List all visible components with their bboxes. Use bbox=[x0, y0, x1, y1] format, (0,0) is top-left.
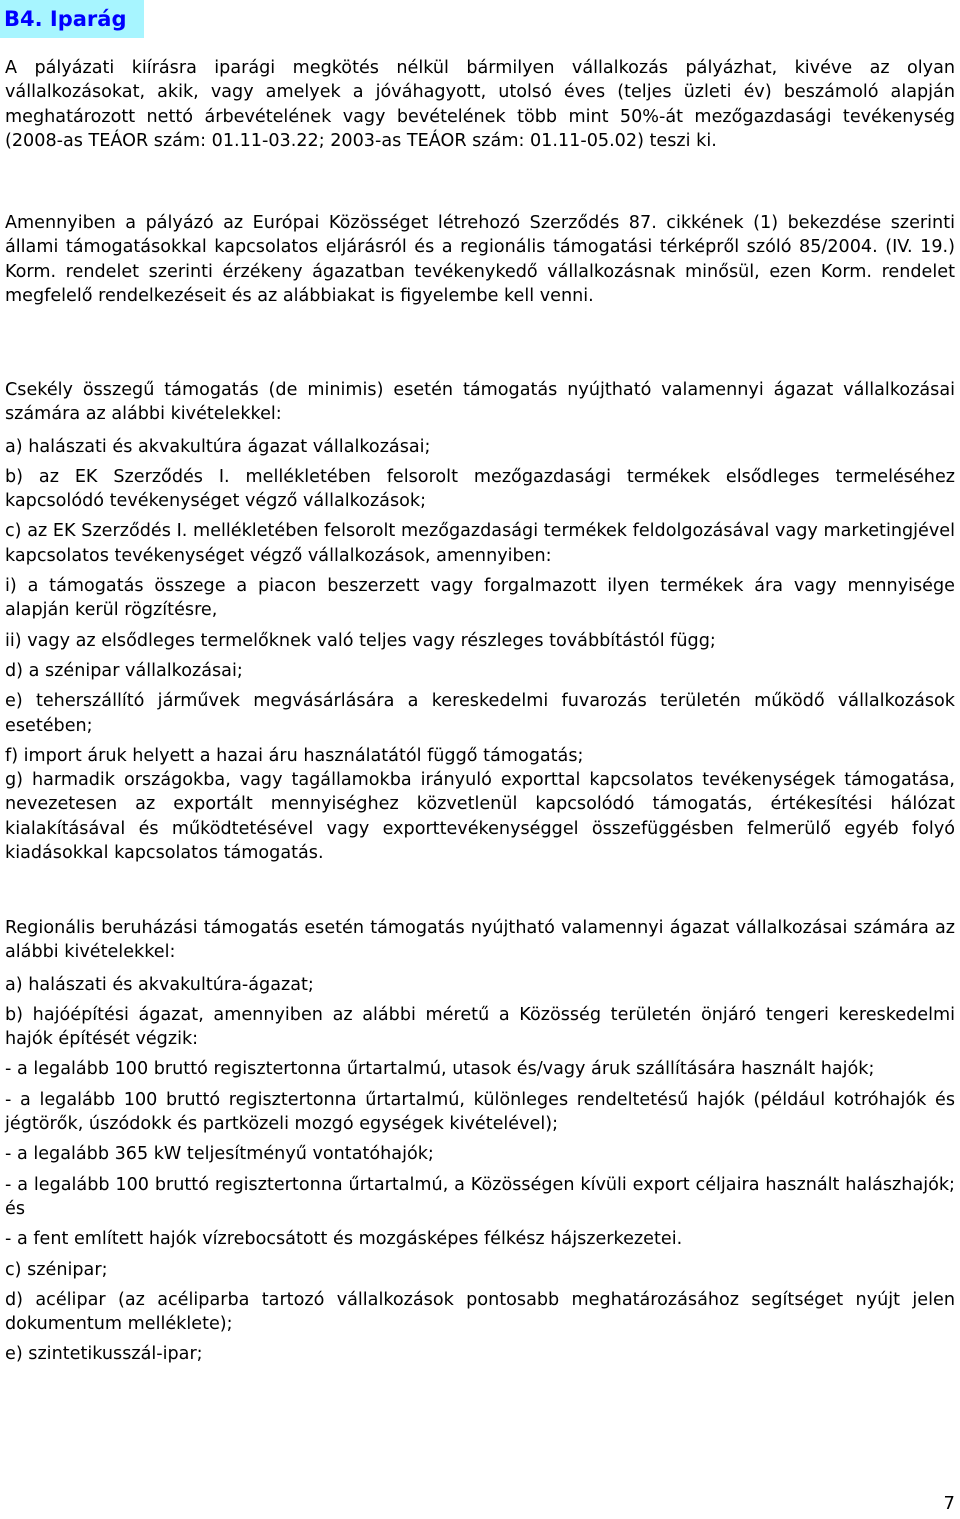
ek-block bbox=[5, 211, 955, 308]
de-minimis-item-ii: ii) vagy az elsődleges termelőknek való teljes vagy részleges továbbítástól függ; bbox=[5, 630, 716, 651]
page-number: 7 bbox=[943, 1493, 955, 1514]
de-minimis-item-c: c) az EK Szerződés I. mellékletében felsorolt mezőgazdasági termékek feldolgozásával vagy marketingjével kapcsolatos tevékenységet végző vállalkozások, amennyiben: bbox=[5, 521, 955, 566]
de-minimis-item-a: a) halászati és akvakultúra ágazat vállalkozásai; bbox=[5, 436, 431, 457]
ek-paragraph: Amennyiben a pályázó az Európai Közösséget létrehozó Szerződés 87. cikkének (1) bekezdése szerinti állami támogatásokkal kapcsolatos eljárásról és a regionális támogatási térképről szóló 85/2004. (IV. 19.) Korm. rendelet szerinti érzékeny ágazatban tevékenykedő vállalkozásnak minősül, ezen Korm. rendelet megfelelő rendelkezéseit és az alábbiakat is figyelembe kell venni. bbox=[5, 213, 955, 306]
regional-item-dash-5: - a fent említett hajók vízrebocsátott és mozgásképes félkész hájszerkezetei. bbox=[5, 1229, 683, 1250]
regional-item-a: a) halászati és akvakultúra-ágazat; bbox=[5, 974, 314, 995]
section-heading: B4. Iparág bbox=[0, 0, 144, 38]
de-minimis-block bbox=[5, 378, 955, 865]
de-minimis-item-d: d) a szénipar vállalkozásai; bbox=[5, 660, 243, 681]
regional-item-dash-4: - a legalább 100 bruttó regisztertonna űrtartalmú, a Közösségen kívüli export céljaira használt halászhajók; és bbox=[5, 1174, 955, 1219]
regional-item-d: d) acélipar (az acéliparba tartozó vállalkozások pontosabb meghatározásához segítséget nyújt jelen dokumentum melléklete); bbox=[5, 1289, 955, 1335]
de-minimis-intro: Csekély összegű támogatás (de minimis) esetén támogatás nyújtható valamennyi ágazat vállalkozásai számára az alábbi kivételekkel: bbox=[5, 380, 955, 425]
de-minimis-item-e: e) teherszállító járművek megvásárlására a kereskedelmi fuvarozás területén működő vállalkozások esetében; bbox=[5, 691, 955, 736]
regional-block bbox=[5, 916, 955, 1367]
regional-item-c: c) szénipar; bbox=[5, 1259, 108, 1280]
regional-item-dash-3: - a legalább 365 kW teljesítményű vontatóhajók; bbox=[5, 1144, 434, 1165]
de-minimis-item-i: i) a támogatás összege a piacon beszerzett vagy forgalmazott ilyen termékek ára vagy mennyisége alapján kerül rögzítésre, bbox=[5, 576, 955, 621]
regional-item-dash-2: - a legalább 100 bruttó regisztertonna űrtartalmú, különleges rendeltetésű hajók (például kotróhajók és jégtörők, úszódokk és partközeli mozgó egységek kivételével); bbox=[5, 1089, 955, 1135]
regional-item-b: b) hajóépítési ágazat, amennyiben az alábbi méretű a Közösség területén önjáró tengeri kereskedelmi hajók építését végzik: bbox=[5, 1004, 955, 1050]
regional-item-e: e) szintetikusszál-ipar; bbox=[5, 1344, 203, 1365]
de-minimis-item-b: b) az EK Szerződés I. mellékletében felsorolt mezőgazdasági termékek elsődleges termeléséhez kapcsolódó tevékenységet végző vállalkozások; bbox=[5, 466, 955, 512]
intro-paragraph: A pályázati kiírásra iparági megkötés nélkül bármilyen vállalkozás pályázhat, kivéve az olyan vállalkozásokat, akik, vagy amelyek a jóváhagyott, utolsó éves (teljes üzleti év) beszámoló alapján meghatározott nettó árbevételének vagy bevételének több mint 50%-át mezőgazdasági tevékenység (2008-as TEÁOR szám: 01.11-03.22; 2003-as TEÁOR szám: 01.11-05.02) teszi ki. bbox=[5, 58, 955, 151]
de-minimis-item-g: g) harmadik országokba, vagy tagállamokba irányuló exporttal kapcsolatos tevékenységek támogatása, nevezetesen az exportált mennyiséghez közvetlenül kapcsolódó támogatás, értékesítési hálózat kialakításával és működtetésével vagy exporttevékenységgel összefüggésben felmerülő egyéb folyó kiadásokkal kapcsolatos támogatás. bbox=[5, 770, 955, 864]
de-minimis-item-f: f) import áruk helyett a hazai áru használatától függő támogatás; bbox=[5, 745, 584, 766]
intro-block bbox=[5, 56, 955, 153]
regional-intro: Regionális beruházási támogatás esetén támogatás nyújtható valamennyi ágazat vállalkozásai számára az alábbi kivételekkel: bbox=[5, 918, 955, 963]
regional-item-dash-1: - a legalább 100 bruttó regisztertonna űrtartalmú, utasok és/vagy áruk szállítására használt hajók; bbox=[5, 1059, 875, 1080]
